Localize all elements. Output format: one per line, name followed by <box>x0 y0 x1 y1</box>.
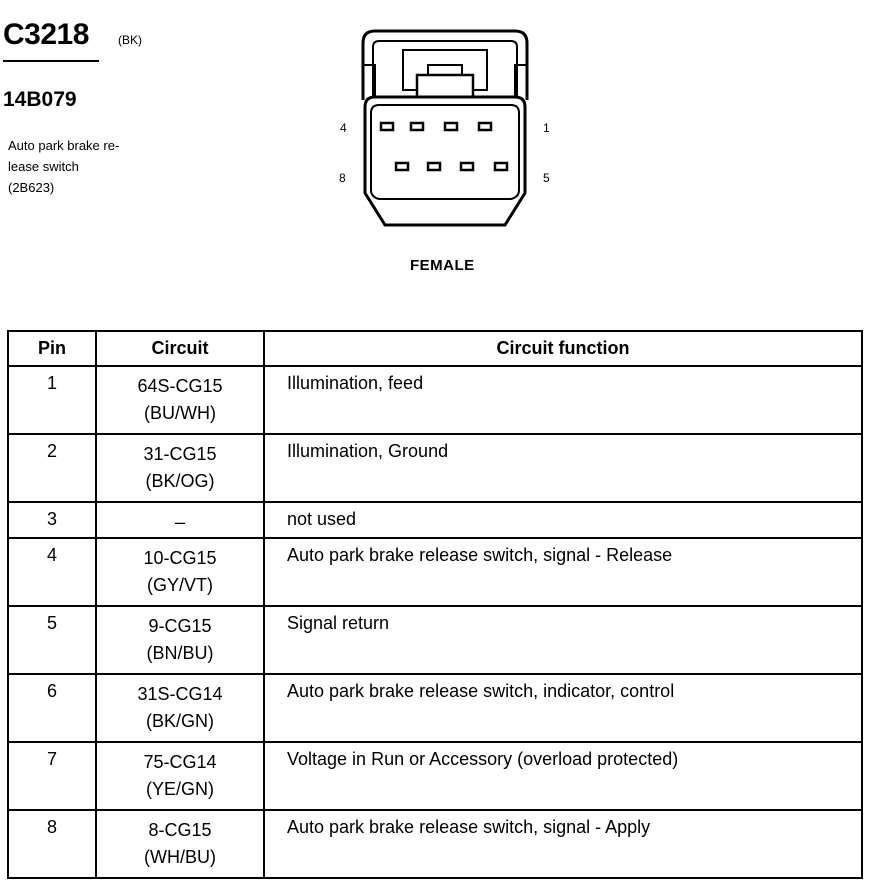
wire-color: (YE/GN) <box>145 779 214 799</box>
circuit-code: 75-CG14 <box>143 752 217 772</box>
component-description <box>8 135 158 198</box>
circuit-cell <box>96 502 264 538</box>
description-line: Auto park brake re- <box>8 138 120 153</box>
function-cell: Auto park brake release switch, signal - Release <box>264 538 862 606</box>
pin-cell: 7 <box>8 742 96 810</box>
circuit-cell <box>96 742 264 810</box>
circuit-cell <box>96 538 264 606</box>
wire-color: (BK/OG) <box>145 471 215 491</box>
pin-cell: 2 <box>8 434 96 502</box>
circuit-code: 10-CG15 <box>143 548 217 568</box>
circuit-cell <box>96 674 264 742</box>
circuit-cell <box>96 606 264 674</box>
part-number: 14B079 <box>3 88 77 111</box>
circuit-cell <box>96 366 264 434</box>
wire-color: (BK/GN) <box>145 711 214 731</box>
function-cell: Illumination, Ground <box>264 434 862 502</box>
table-row <box>8 742 862 810</box>
pinout-table <box>7 330 863 879</box>
pin-cell: 6 <box>8 674 96 742</box>
connector-color: (BK) <box>118 33 142 47</box>
circuit-cell <box>96 810 264 878</box>
circuit-code: 31S-CG14 <box>137 684 223 704</box>
table-row <box>8 810 862 878</box>
pin-label-bottom-left: 8 <box>339 171 346 185</box>
table-row <box>8 606 862 674</box>
table-row <box>8 538 862 606</box>
circuit-code: 9-CG15 <box>148 616 212 636</box>
circuit-code: 8-CG15 <box>148 820 212 840</box>
description-line: lease switch <box>8 159 79 174</box>
function-cell: Voltage in Run or Accessory (overload protected) <box>264 742 862 810</box>
header-circuit: Circuit <box>96 331 264 366</box>
table-header-row <box>8 331 862 366</box>
title-underline <box>3 60 99 62</box>
function-cell: Auto park brake release switch, signal - Apply <box>264 810 862 878</box>
wire-color: (BN/BU) <box>146 643 214 663</box>
pin-label-top-right: 1 <box>543 121 550 135</box>
function-cell: not used <box>264 502 862 538</box>
pin-cell: 3 <box>8 502 96 538</box>
table-row <box>8 434 862 502</box>
wire-color: (WH/BU) <box>144 847 216 867</box>
pin-cell: 1 <box>8 366 96 434</box>
pin-cell: 5 <box>8 606 96 674</box>
function-cell: Illumination, feed <box>264 366 862 434</box>
connector-gender-label: FEMALE <box>410 257 475 274</box>
circuit-code: – <box>174 512 185 532</box>
wire-color: (BU/WH) <box>144 403 216 423</box>
header-circuit-function: Circuit function <box>264 331 862 366</box>
description-line: (2B623) <box>8 180 55 195</box>
table-row <box>8 502 862 538</box>
connector-face-diagram <box>355 25 555 235</box>
circuit-cell <box>96 434 264 502</box>
table-row <box>8 366 862 434</box>
pin-cell: 4 <box>8 538 96 606</box>
function-cell: Signal return <box>264 606 862 674</box>
circuit-code: 31-CG15 <box>143 444 217 464</box>
connector-id: C3218 <box>3 18 89 51</box>
pin-label-bottom-right: 5 <box>543 171 550 185</box>
wire-color: (GY/VT) <box>147 575 213 595</box>
header-pin: Pin <box>8 331 96 366</box>
function-cell: Auto park brake release switch, indicator, control <box>264 674 862 742</box>
table-row <box>8 674 862 742</box>
pin-cell: 8 <box>8 810 96 878</box>
circuit-code: 64S-CG15 <box>137 376 223 396</box>
pin-label-top-left: 4 <box>340 121 347 135</box>
